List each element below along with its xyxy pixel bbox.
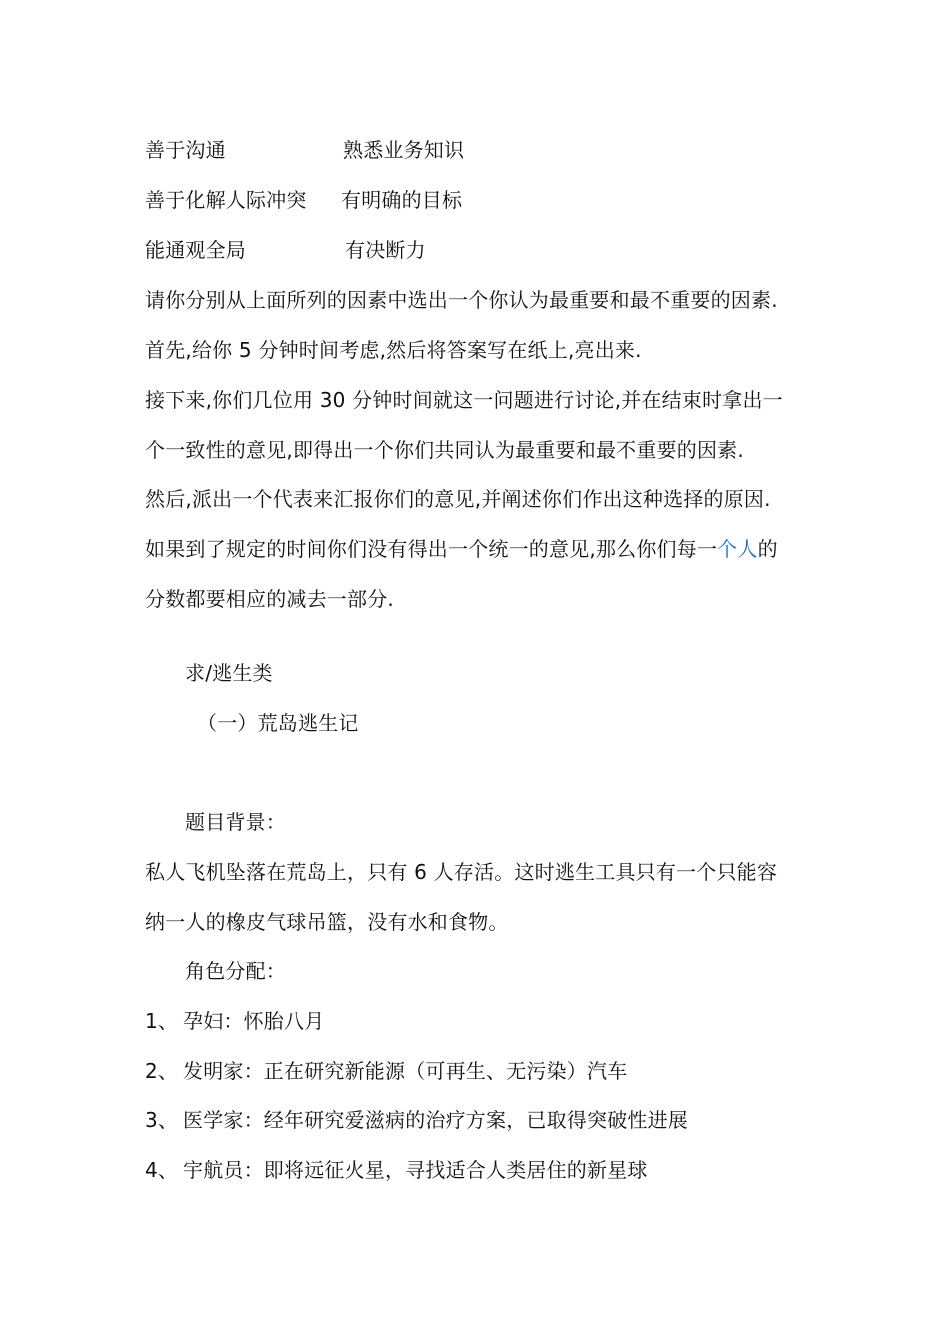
role-item-1 [145,1008,324,1034]
factor-big-picture: 能通观全局 [145,238,246,262]
paragraph-5-text-before-link: 如果到了规定的时间你们没有得出一个统一的意见,那么你们每一 [145,537,718,561]
factor-conflict-resolution: 善于化解人际冲突 [145,188,307,212]
factor-clear-goals: 有明确的目标 [341,188,463,212]
factor-row-1 [145,137,465,163]
instruction-paragraph-3-line-1: 接下来,你们几位用 30 分钟时间就这一问题进行讨论,并在结束时拿出一 [145,388,783,412]
role-number: 1、 [145,1009,179,1033]
instruction-paragraph-2: 首先,给你 5 分钟时间考虑,然后将答案写在纸上,亮出来. [145,338,642,362]
factor-row-2 [145,187,463,213]
instruction-paragraph-1: 请你分别从上面所列的因素中选出一个你认为最重要和最不重要的因素. [145,288,778,312]
role-number: 2、 [145,1059,179,1083]
instruction-paragraph-3-line-2: 个一致性的意见,即得出一个你们共同认为最重要和最不重要的因素. [145,438,744,462]
role-number: 3、 [145,1108,179,1132]
role-text: 孕妇：怀胎八月 [183,1009,325,1033]
role-text: 发明家：正在研究新能源（可再生、无污染）汽车 [183,1059,628,1083]
background-line-1: 私人飞机坠落在荒岛上，只有 6 人存活。这时逃生工具只有一个只能容 [145,860,778,884]
paragraph-5-text-after-link: 的 [757,537,778,561]
factor-decisiveness: 有决断力 [345,238,426,262]
background-label: 题目背景： [185,810,286,834]
factor-row-3 [145,237,426,263]
instruction-paragraph-5-line-1 [145,536,778,562]
factor-business-knowledge: 熟悉业务知识 [343,138,465,162]
person-link[interactable]: 个人 [717,537,758,561]
background-line-2: 纳一人的橡皮气球吊篮，没有水和食物。 [145,910,509,934]
role-number: 4、 [145,1158,179,1182]
instruction-paragraph-4: 然后,派出一个代表来汇报你们的意见,并阐述你们作出这种选择的原因. [145,487,771,511]
instruction-paragraph-5-line-2: 分数都要相应的减去一部分. [145,587,394,611]
section-title: （一）荒岛逃生记 [197,711,359,735]
role-item-3 [145,1107,688,1133]
section-category: 求/逃生类 [185,661,273,685]
role-item-4 [145,1157,648,1183]
role-text: 医学家：经年研究爱滋病的治疗方案，已取得突破性进展 [183,1108,688,1132]
role-text: 宇航员：即将远征火星，寻找适合人类居住的新星球 [183,1158,648,1182]
factor-communication: 善于沟通 [145,138,226,162]
role-item-2 [145,1058,627,1084]
roles-label: 角色分配： [185,959,286,983]
